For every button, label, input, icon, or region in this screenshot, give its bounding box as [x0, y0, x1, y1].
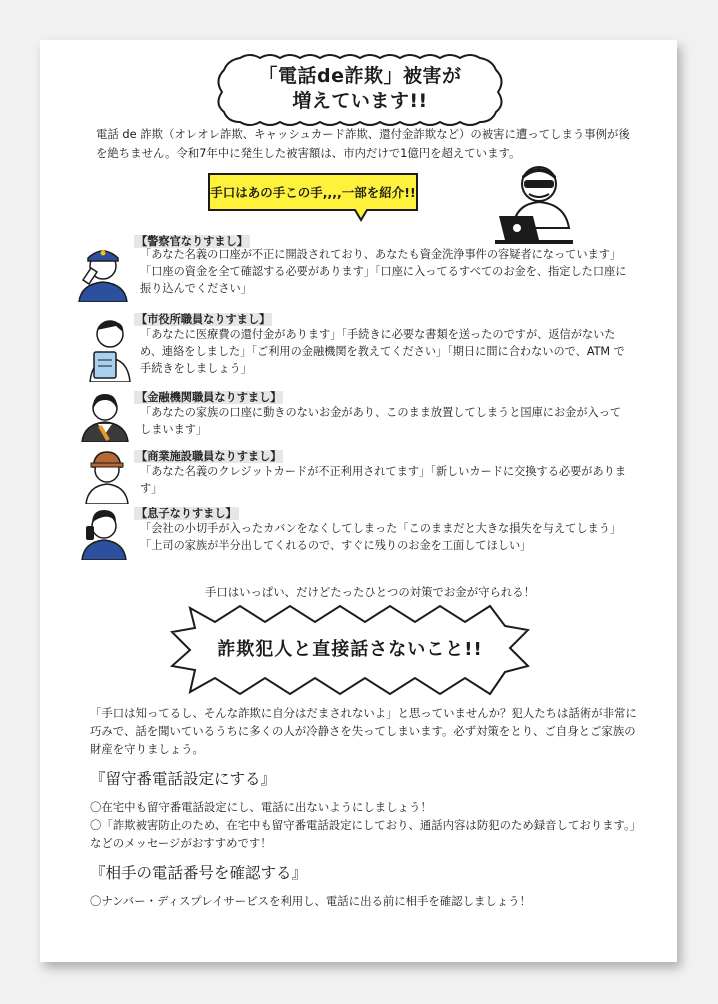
case-5-quote: 「会社の小切手が入ったカバンをなくしてしまった「このままだと大きな損失を与えてしまう」「上司の家族が半分出してくれるので、すぐに残りのお金を工面してほしい」	[140, 522, 622, 552]
hacker-laptop-icon	[495, 158, 585, 248]
key-advice-text: 詐欺犯人と直接話さないこと!!	[217, 639, 483, 660]
methods-banner	[207, 172, 419, 212]
case-4-category: 【商業施設職員なりすまし】	[136, 450, 282, 463]
police-officer-icon	[73, 240, 133, 302]
intro-paragraph: 電話 de 詐欺（オレオレ詐欺、キャッシュカード詐欺、還付金詐欺など）の被害に遭ってしまう事例が後を絶ちません。令和7年中に発生した被害額は、市内だけで1億円を超えています。	[96, 127, 630, 160]
title-bubble	[210, 52, 510, 130]
methods-banner-text: 手口はあの手この手,,,,一部を紹介!!	[210, 185, 416, 200]
section-1-item: 〇「詐欺被害防止のため、在宅中も留守番電話設定にしており、通話内容は防犯のため録音しております。」などのメッセージがおすすめです！	[90, 818, 636, 850]
case-4-quote: 「あなた名義のクレジットカードが不正利用されてます」「新しいカードに交換する必要があります」	[140, 465, 627, 495]
body-section	[90, 704, 638, 910]
case-3-category: 【金融機関職員なりすまし】	[136, 391, 282, 404]
case-3-quote: 「あなたの家族の口座に動きのないお金があり、このまま放置してしまうと国庫にお金が入ってしまいます」	[140, 406, 622, 436]
section-2-item: 〇ナンバー・ディスプレイサービスを利用し、電話に出る前に相手を確認しましょう！	[90, 894, 531, 908]
flyer-page	[40, 40, 677, 962]
bank-staff-icon	[78, 390, 132, 442]
case-2-quote: 「あなたに医療費の還付金があります」「手続きに必要な書類を送ったのですが、返信がないため、連絡をしました」「ご利用の金融機関を教えてください」「期日に間に合わないので、ATM で手続きをしましょう」	[140, 328, 625, 375]
city-staff-icon	[80, 312, 140, 382]
son-on-phone-icon	[76, 504, 132, 560]
key-advice-burst	[170, 600, 530, 700]
section-1-item: 〇在宅中も留守番電話設定にし、電話に出ないようにしましょう！	[90, 800, 432, 814]
case-5-category: 【息子なりすまし】	[136, 507, 237, 520]
store-staff-icon	[80, 448, 134, 504]
case-1-category: 【警察官なりすまし】	[136, 235, 248, 248]
title-line-2: 増えています!!	[292, 90, 428, 112]
body-paragraph: 「手口は知ってるし、そんな詐欺に自分はだまされないよ」と思っていませんか？犯人たちは話術が非常に巧みで、話を聞いているうちに多くの人が冷静さを失ってしまいます。必ず対策をとり、ご自身とご家族の財産を守りましょう。	[90, 706, 637, 756]
section-1-heading: 『留守番電話設定にする』	[90, 770, 277, 788]
section-2-heading: 『相手の電話番号を確認する』	[90, 864, 308, 882]
subline: 手口はいっぱい、だけどたったひとつの対策でお金が守られる！	[204, 585, 536, 599]
case-1-quote: 「あなた名義の口座が不正に開設されており、あなたも資金洗浄事件の容疑者になっています」「口座の資金を全て確認する必要があります」「口座に入ってるすべてのお金を、指定した口座に振り込んでください」	[140, 248, 627, 295]
case-2-category: 【市役所職員なりすまし】	[136, 313, 271, 326]
title-line-1: 「電話de詐欺」被害が	[258, 65, 462, 87]
